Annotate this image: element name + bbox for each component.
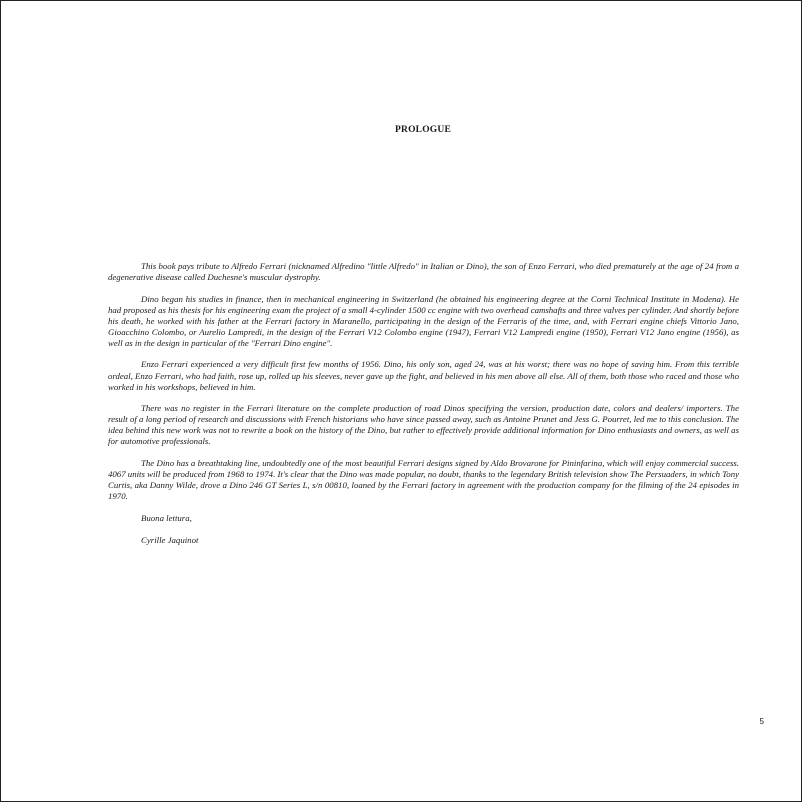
page-title: PROLOGUE xyxy=(395,125,451,135)
paragraph-design: The Dino has a breathtaking line, undoubtedly one of the most beautiful Ferrari designs signed by Aldo Brovarone for Pininfarina, which will enjoy commercial success. 4067 units will be produced from 1968 to 1974. It's clear that the Dino was made popular, no doubt, thanks to the legendary British television show The Persuaders, in which Tony Curtis, aka Danny Wilde, drove a Dino 246 GT Series L, s/n 00810, loaned by the Ferrari factory in agreement with the production company for the filming of the 24 episodes in 1970. xyxy=(108,457,739,502)
signature: Cyrille Jaquinot xyxy=(141,534,199,545)
prologue-body xyxy=(108,261,739,556)
page-number: 5 xyxy=(759,717,764,726)
paragraph-studies: Dino began his studies in finance, then in mechanical engineering in Switzerland (he obtained his engineering degree at the Corni Technical Institute in Modena). He had proposed as his thesis for his engineering exam the project of a small 4-cylinder 1500 cc engine with two overhead camshafts and three valves per cylinder. And shortly before his death, he worked with his father at the Ferrari factory in Maranello, participating in the design of the Ferraris of the time, and, with Ferrari engine chiefs Vittorio Jano, Gioacchino Colombo, or Aurelio Lampredi, in the design of the Ferrari V12 Colombo engine (1947), Ferrari V12 Lampredi engine (1950), Ferrari V12 Jano engine (1956), as well as in the design in particular of the "Ferrari Dino engine". xyxy=(108,293,739,348)
paragraph-register: There was no register in the Ferrari literature on the complete production of road Dinos specifying the version, production date, colors and dealers/ importers. The result of a long period of research and discussions with French historians who have since passed away, such as Antoine Prunet and Jess G. Pourret, led me to this conclusion. The idea behind this new work was not to rewrite a book on the history of the Dino, but rather to effectively provide additional information for Dino enthusiasts and owners, as well as for automotive professionals. xyxy=(108,403,739,447)
paragraph-1956: Enzo Ferrari experienced a very difficult first few months of 1956. Dino, his only son, aged 24, was at his worst; there was no hope of saving him. From this terrible ordeal, Enzo Ferrari, who had faith, rose up, rolled up his sleeves, never gave up the fight, and believed in his men above all else. All of them, both those who raced and those who worked in his workshops, believed in him. xyxy=(108,359,739,392)
closing-line: Buona lettura, xyxy=(141,512,192,523)
paragraph-tribute: This book pays tribute to Alfredo Ferrari (nicknamed Alfredino "little Alfredo" in Italian or Dino), the son of Enzo Ferrari, who died prematurely at the age of 24 from a degenerative disease called Duchesne's muscular dystrophy. xyxy=(108,261,739,283)
